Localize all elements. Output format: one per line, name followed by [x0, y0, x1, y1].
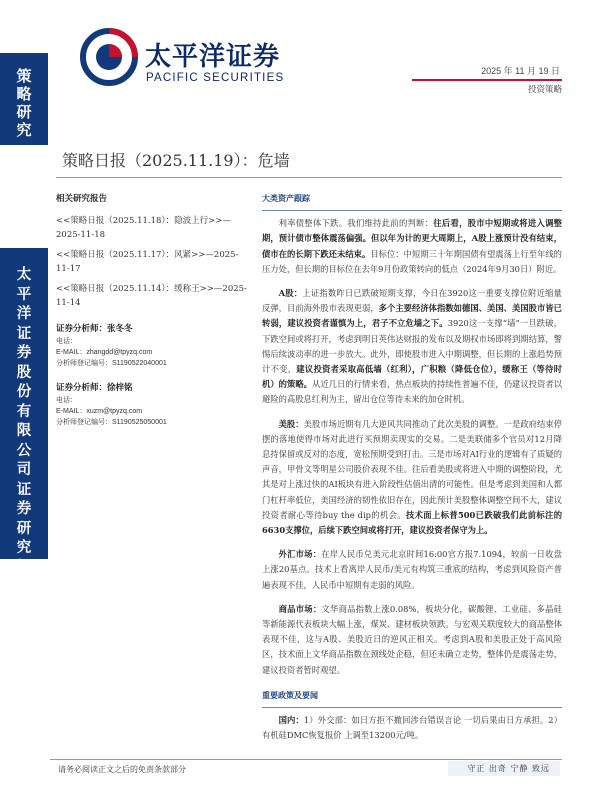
- analyst-email[interactable]: E-MAIL：xuzm@tpyzq.com: [56, 408, 143, 415]
- text: 1）外交部：如日方拒不撤回涉台错误言论 一切后果由日方承担。2）有机硅DMC恢复报价 上调至13200元/吨。: [262, 715, 562, 741]
- section-heading-policy: 重要政策及要闻: [262, 689, 318, 700]
- analyst-title: 证券分析师：徐梓铭: [56, 383, 133, 393]
- paragraph-lead: 外汇市场：: [278, 549, 322, 560]
- bold-text: 往后看，股市中短期或将进入调整期，预计债市整体震荡偏强。但以年为计的更大周期上，A股上涨预计没有结束，债市在的长期下跌还未结束。: [262, 218, 562, 259]
- paragraph-us-stocks: [262, 417, 562, 539]
- header-red-rule: [412, 79, 562, 81]
- paragraph-commodities: [262, 602, 562, 678]
- related-report-link[interactable]: <<策略日报（2025.11.18）：隐波上行>>—2025-11-18: [56, 216, 231, 240]
- section-rule: [262, 210, 562, 211]
- related-reports-heading: 相关研究报告: [56, 194, 108, 204]
- bold-text: 技术面上标普500已跌破我们此前标注的6630支撑位，后续下跌空间或将打开，建议投资者保守为上。: [262, 509, 562, 536]
- paragraph-lead: 美股：: [278, 418, 304, 429]
- side-character: 策: [16, 67, 32, 85]
- side-character: 报: [16, 559, 32, 576]
- side-character: 有: [16, 403, 32, 420]
- analyst-title: 证券分析师：张冬冬: [56, 324, 133, 334]
- side-band-company: [0, 248, 48, 595]
- side-character: 究: [16, 540, 32, 556]
- section-rule: [262, 707, 562, 708]
- logo-chinese-name: 太平洋证券: [145, 42, 281, 72]
- side-character: 平: [16, 286, 32, 303]
- text: 美股市场近期有几大逆风共同推动了此次美股的调整。一是政府结束停摆的落地使得市场对此进行买预期卖现实的交易。二是美联储多个官员对12月降息持保留或反对的态度，宽松预期受到打击。三是市场对AI行业的逻辑有了质疑的声音，甲骨文等明星公司股价表现不佳。往后看美股或将进入中期的调整阶段，尤其是对上涨过快的AI板块有进入阶段性估值出清的可能性。但是考虑到美国和人都门杠杆率低位，美国经济的韧性依旧存在，因此预计美股整体调整空间不大，建议投资者耐心等待buy the dip的机会。: [262, 418, 562, 520]
- bold-text: 建议投资者采取高低墙（红利），广积粮（降低仓位），缓称王（等待时机）的策略。: [262, 364, 562, 390]
- text: 3920这一支撑“墙”一旦跌破，下跌空间或将打开，考虑到明日英伟达财报的发布以及期权市场即将到期结算，警惕后续波动率的进一步放大。此外，即使股市进入中期调整，但长期的上涨趋势预计不变，: [262, 318, 562, 375]
- footer-motto: 守正 出奇 宁静 致远: [467, 764, 550, 773]
- company-logo: [80, 28, 380, 88]
- footer-rule: [50, 759, 562, 760]
- side-character: 证: [16, 481, 32, 498]
- related-report-link[interactable]: <<策略日报（2025.11.17）：风紧>>—2025-11-17: [56, 250, 239, 274]
- paragraph-lead: 国内：: [278, 715, 304, 726]
- side-band-strategy-text: [0, 67, 48, 139]
- report-date: 2025 年 11 月 19 日: [481, 66, 560, 76]
- paragraph-lead: 商品市场：: [278, 603, 322, 614]
- related-report-link[interactable]: <<策略日报（2025.11.14）：缓称王>>—2025-11-14: [56, 284, 247, 308]
- side-character: 限: [16, 423, 32, 439]
- paragraph-domestic-news: [262, 713, 562, 743]
- logo-english-name: PACIFIC SECURITIES: [146, 72, 285, 84]
- side-character: 券: [16, 345, 32, 361]
- side-character: 司: [16, 462, 32, 478]
- text: 上证指数昨日已跌破短期支撑，今日在3920这一重要支撑位附近缩量反弹，目前海外股市表现更弱，: [262, 288, 562, 314]
- text: 从近几日的行情来看，热点板块的持续性普遍不佳，仍建议投资者以避险的高股息红利为主，留出仓位等待未来的加仓时机。: [262, 379, 562, 405]
- side-character: 究: [16, 121, 32, 139]
- paragraph-bonds: [262, 216, 562, 277]
- side-character: 太: [16, 267, 32, 283]
- side-character: 券: [16, 501, 32, 517]
- left-column: [56, 192, 252, 428]
- title-rule: [56, 177, 562, 178]
- side-character: 略: [16, 85, 32, 103]
- page-title: 策略日报（2025.11.19）：危墙: [62, 151, 290, 170]
- main-content: [262, 191, 562, 753]
- analyst-block: [56, 381, 252, 428]
- side-character: 证: [16, 325, 32, 342]
- paragraph-a-shares: [262, 286, 562, 408]
- report-category: 投资策略: [527, 84, 562, 94]
- side-character: 股: [16, 364, 32, 381]
- side-character: 研: [16, 520, 32, 537]
- side-character: 份: [16, 384, 32, 400]
- analyst-license: 分析师登记编号：S1190522040001: [56, 360, 167, 367]
- side-character: 研: [16, 103, 32, 121]
- analyst-phone: 电话：: [56, 397, 77, 404]
- analyst-email[interactable]: E-MAIL：zhangdd@tpyzq.com: [56, 349, 153, 356]
- paragraph-lead: A股：: [278, 288, 303, 299]
- side-band-company-text: [0, 266, 48, 598]
- text: 利率债整体下跌。我们维持此前的判断：: [278, 218, 434, 229]
- section-heading-macro: 大类资产跟踪: [262, 193, 310, 203]
- text: 在岸人民币兑美元北京时间16:00官方报7.1094，较前一日收盘上涨20基点。技术上看离岸人民币/美元有构筑三重底的结构，考虑到风险资产普遍表现不佳，人民币中短期有走弱的风险。: [262, 549, 562, 590]
- bold-text: 多个主要经济体指数如德国、美国、美国股市皆已转弱，建议投资者谨慎为上，君子不立危墙之下。: [262, 303, 562, 329]
- text: 文华商品指数上涨0.08%，板块分化，碳酸锂、工业硅、多晶硅等新能源代表板块大幅上涨，煤炭、建材板块领跌。与宏观关联度较大的商品整体表现不佳，这与A股、美股近日的逆风正相关。考虑到A股和美股正处于高风险区，技术面上文华商品指数在颈线处企稳，但还未确立走势，整体仍是震荡走势，建议投资者暂时观望。: [262, 603, 562, 675]
- footer-disclaimer: 请务必阅读正文之后的免责条款部分: [58, 765, 186, 774]
- text: 目标位：中短期三十年期国债有望震荡上行至年线的压力处，但长期的目标位在去年9月份政策转向的低点（2024年9月30日）附近。: [262, 248, 562, 274]
- analyst-block: [56, 322, 252, 369]
- side-character: 告: [16, 579, 32, 595]
- analyst-license: 分析师登记编号：S1190525050001: [56, 419, 167, 426]
- side-character: 公: [16, 442, 32, 459]
- paragraph-fx: [262, 547, 562, 593]
- logo-mark-icon: [80, 28, 138, 86]
- side-character: 洋: [16, 306, 32, 322]
- side-band-strategy: [0, 53, 48, 145]
- analyst-phone: 电话：: [56, 338, 77, 345]
